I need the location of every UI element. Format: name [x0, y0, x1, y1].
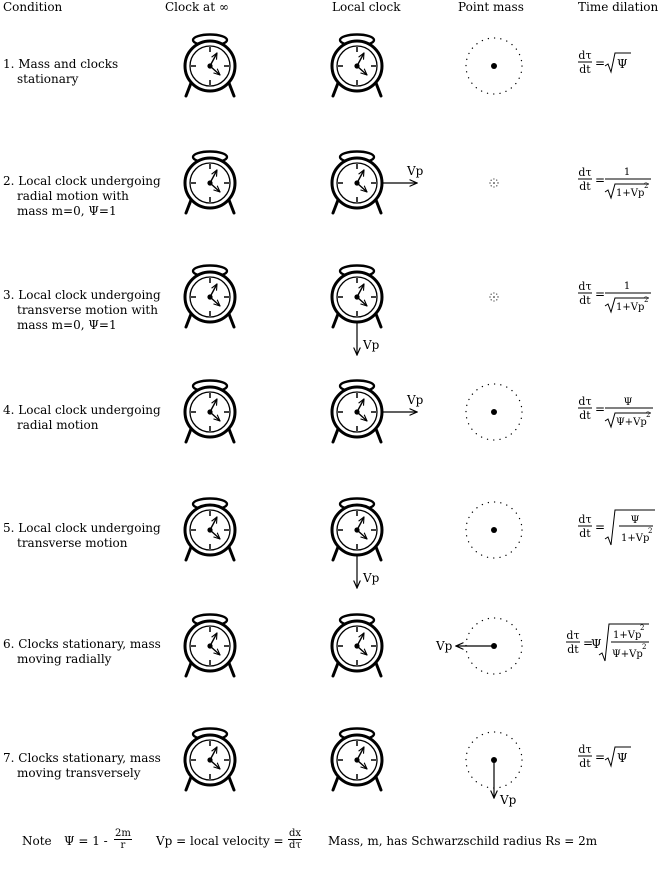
row7-equals: = [595, 750, 606, 764]
row4-num-psi: Ψ [623, 397, 633, 408]
note-schwarzschild: Mass, m, has Schwarzschild radius Rs = 2m [328, 834, 598, 848]
row3-clock-infinity-alarm-clock-icon [185, 266, 235, 328]
row3-vp-label: Vp [363, 338, 380, 352]
row5-dt: dt [579, 527, 591, 540]
row7-clock-infinity-left-leg [186, 777, 191, 790]
row5-vp-label: Vp [363, 571, 380, 585]
condition-5-line2: transverse motion [17, 536, 128, 550]
note-vp-fraction-num: dx [289, 828, 302, 839]
row3-clock-infinity-left-leg [186, 314, 191, 327]
row6-clock-infinity-left-leg [186, 663, 191, 676]
note-psi-definition: Ψ = 1 - [64, 834, 108, 848]
header-clock-at-infinity: Clock at ∞ [165, 0, 229, 14]
row5-clock-infinity-right-leg [229, 547, 234, 560]
condition-6-line2: moving radially [17, 652, 112, 666]
condition-7-line2: moving transversely [17, 766, 141, 780]
condition-3-line1: 3. Local clock undergoing [3, 288, 161, 302]
row5-formula [578, 510, 655, 545]
row4-formula [578, 395, 653, 428]
row-3 [185, 266, 651, 356]
row2-local-clock-center-pin [354, 180, 359, 185]
row1-local-clock-center-pin [354, 63, 359, 68]
row2-local-clock-left-leg [333, 200, 338, 213]
row2-num-one: 1 [623, 167, 631, 178]
row6-den: Ψ+Vp [612, 649, 643, 660]
condition-2-line3: mass m=0, Ψ=1 [17, 204, 117, 218]
row5-clock-infinity-center-pin [207, 527, 212, 532]
row4-clock-infinity-right-leg [229, 429, 234, 442]
row1-clock-infinity-right-leg [229, 83, 234, 96]
row4-local-clock-center-pin [354, 409, 359, 414]
row5-sup: 2 [648, 527, 653, 535]
row6-dt: dt [567, 643, 579, 656]
note-psi-fraction-den: r [120, 840, 126, 851]
row1-clock-infinity-center-pin [207, 63, 212, 68]
row2-clock-infinity-alarm-clock-icon [185, 152, 235, 214]
row7-local-clock-left-leg [333, 777, 338, 790]
row6-psi-coef: Ψ [591, 637, 602, 651]
row6-num: 1+Vp [613, 630, 642, 641]
row6-sup-bot: 2 [642, 643, 647, 651]
row3-sup: 2 [644, 296, 649, 304]
row5-den: 1+Vp [621, 533, 650, 544]
note-psi-fraction [114, 828, 132, 851]
row1-mass-dot [491, 63, 497, 69]
row3-formula [578, 280, 651, 313]
row4-clock-infinity-left-leg [186, 429, 191, 442]
row3-local-clock-alarm-clock-icon [332, 266, 382, 328]
row6-mass-vp-label: Vp [436, 639, 453, 653]
row3-den: 1+Vp [616, 302, 645, 313]
row2-den: 1+Vp [616, 188, 645, 199]
row2-local-clock-alarm-clock-icon [332, 152, 382, 214]
row3-clock-infinity-center-pin [207, 294, 212, 299]
row5-local-clock-center-pin [354, 527, 359, 532]
row3-equals: = [595, 287, 606, 301]
row1-clock-infinity-left-leg [186, 83, 191, 96]
row7-clock-infinity-center-pin [207, 757, 212, 762]
row3-mass-dot [493, 296, 495, 298]
row2-vp-label: Vp [407, 164, 424, 178]
row6-clock-infinity-right-leg [229, 663, 234, 676]
row3-local-clock-left-leg [333, 314, 338, 327]
row6-local-clock-alarm-clock-icon [332, 615, 382, 677]
row2-equals: = [595, 173, 606, 187]
header-local-clock: Local clock [332, 0, 401, 14]
row2-local-clock-right-leg [376, 200, 381, 213]
row4-local-clock-left-leg [333, 429, 338, 442]
condition-3-line3: mass m=0, Ψ=1 [17, 318, 117, 332]
note-vp-fraction [288, 828, 302, 851]
row7-dtau: dτ [578, 743, 592, 756]
row4-local-clock-right-leg [376, 429, 381, 442]
row3-num-one: 1 [623, 281, 631, 292]
row1-equals: = [595, 56, 606, 70]
row6-sup-top: 2 [640, 624, 645, 632]
condition-4-line1: 4. Local clock undergoing [3, 403, 161, 417]
condition-3-line2: transverse motion with [17, 303, 158, 317]
row3-point-mass [490, 293, 498, 301]
note-vp-fraction-den: dτ [289, 840, 301, 851]
row4-mass-dot [491, 409, 497, 415]
row-1 [185, 35, 631, 97]
row1-point-mass [466, 38, 522, 94]
row1-local-clock-alarm-clock-icon [332, 35, 382, 97]
row5-point-mass [466, 502, 522, 558]
note-vp-definition: Vp = local velocity = [156, 834, 284, 848]
row6-local-clock-left-leg [333, 663, 338, 676]
row1-local-clock-right-leg [376, 83, 381, 96]
row6-clock-infinity-alarm-clock-icon [185, 615, 235, 677]
row3-dtau: dτ [578, 280, 592, 293]
row5-local-clock-left-leg [333, 547, 338, 560]
row3-dt: dt [579, 294, 591, 307]
header-point-mass: Point mass [458, 0, 524, 14]
row7-local-clock-right-leg [376, 777, 381, 790]
row2-dtau: dτ [578, 166, 592, 179]
row1-dtau: dτ [578, 49, 592, 62]
row3-clock-infinity-right-leg [229, 314, 234, 327]
row7-psi: Ψ [617, 751, 628, 765]
row4-den: Ψ+Vp [616, 417, 647, 428]
row6-clock-infinity-center-pin [207, 643, 212, 648]
row4-point-mass [466, 384, 522, 440]
row5-clock-infinity-alarm-clock-icon [185, 499, 235, 561]
note-label: Note [22, 834, 52, 848]
row7-clock-infinity-alarm-clock-icon [185, 729, 235, 791]
condition-6-line1: 6. Clocks stationary, mass [3, 637, 161, 651]
row1-clock-infinity-alarm-clock-icon [185, 35, 235, 97]
header-condition: Condition [3, 0, 63, 14]
condition-1-line1: 1. Mass and clocks [3, 57, 119, 71]
row3-local-clock-center-pin [354, 294, 359, 299]
row7-clock-infinity-right-leg [229, 777, 234, 790]
row6-dtau: dτ [566, 629, 580, 642]
row2-clock-infinity-right-leg [229, 200, 234, 213]
condition-1-line2: stationary [17, 72, 79, 86]
row5-mass-dot [491, 527, 497, 533]
note-psi-fraction-num: 2m [115, 828, 131, 839]
row5-clock-infinity-left-leg [186, 547, 191, 560]
header-time-dilation: Time dilation [578, 0, 659, 14]
row2-formula [578, 166, 651, 199]
row7-formula [578, 743, 631, 770]
row2-clock-infinity-left-leg [186, 200, 191, 213]
row6-local-clock-center-pin [354, 643, 359, 648]
row6-equals: = [583, 636, 594, 650]
row2-point-mass [490, 179, 498, 187]
row2-clock-infinity-center-pin [207, 180, 212, 185]
row7-local-clock-center-pin [354, 757, 359, 762]
row6-formula [566, 624, 649, 661]
row7-local-clock-alarm-clock-icon [332, 729, 382, 791]
row5-local-clock-alarm-clock-icon [332, 499, 382, 561]
row5-equals: = [595, 520, 606, 534]
row2-sup: 2 [644, 182, 649, 190]
row6-local-clock-right-leg [376, 663, 381, 676]
row1-local-clock-left-leg [333, 83, 338, 96]
row5-num-psi: Ψ [630, 515, 640, 526]
row-5 [185, 499, 655, 589]
condition-2-line2: radial motion with [17, 189, 129, 203]
row4-sup: 2 [646, 411, 651, 419]
row4-local-clock-alarm-clock-icon [332, 381, 382, 443]
row2-dt: dt [579, 180, 591, 193]
row7-mass-vp-label: Vp [500, 793, 517, 807]
row3-local-clock-right-leg [376, 314, 381, 327]
condition-5-line1: 5. Local clock undergoing [3, 521, 161, 535]
row1-psi: Ψ [617, 57, 628, 71]
row4-equals: = [595, 402, 606, 416]
row-6 [185, 615, 649, 677]
row4-clock-infinity-center-pin [207, 409, 212, 414]
row1-dt: dt [579, 63, 591, 76]
row4-dt: dt [579, 409, 591, 422]
row4-vp-label: Vp [407, 393, 424, 407]
row-7 [185, 729, 631, 808]
row-4 [185, 381, 653, 443]
row1-formula [578, 49, 631, 76]
condition-4-line2: radial motion [17, 418, 99, 432]
condition-2-line1: 2. Local clock undergoing [3, 174, 161, 188]
row5-dtau: dτ [578, 513, 592, 526]
condition-7-line1: 7. Clocks stationary, mass [3, 751, 161, 765]
row7-dt: dt [579, 757, 591, 770]
row-2 [185, 152, 651, 214]
row4-clock-infinity-alarm-clock-icon [185, 381, 235, 443]
row2-mass-dot [493, 182, 495, 184]
row5-local-clock-right-leg [376, 547, 381, 560]
row4-dtau: dτ [578, 395, 592, 408]
